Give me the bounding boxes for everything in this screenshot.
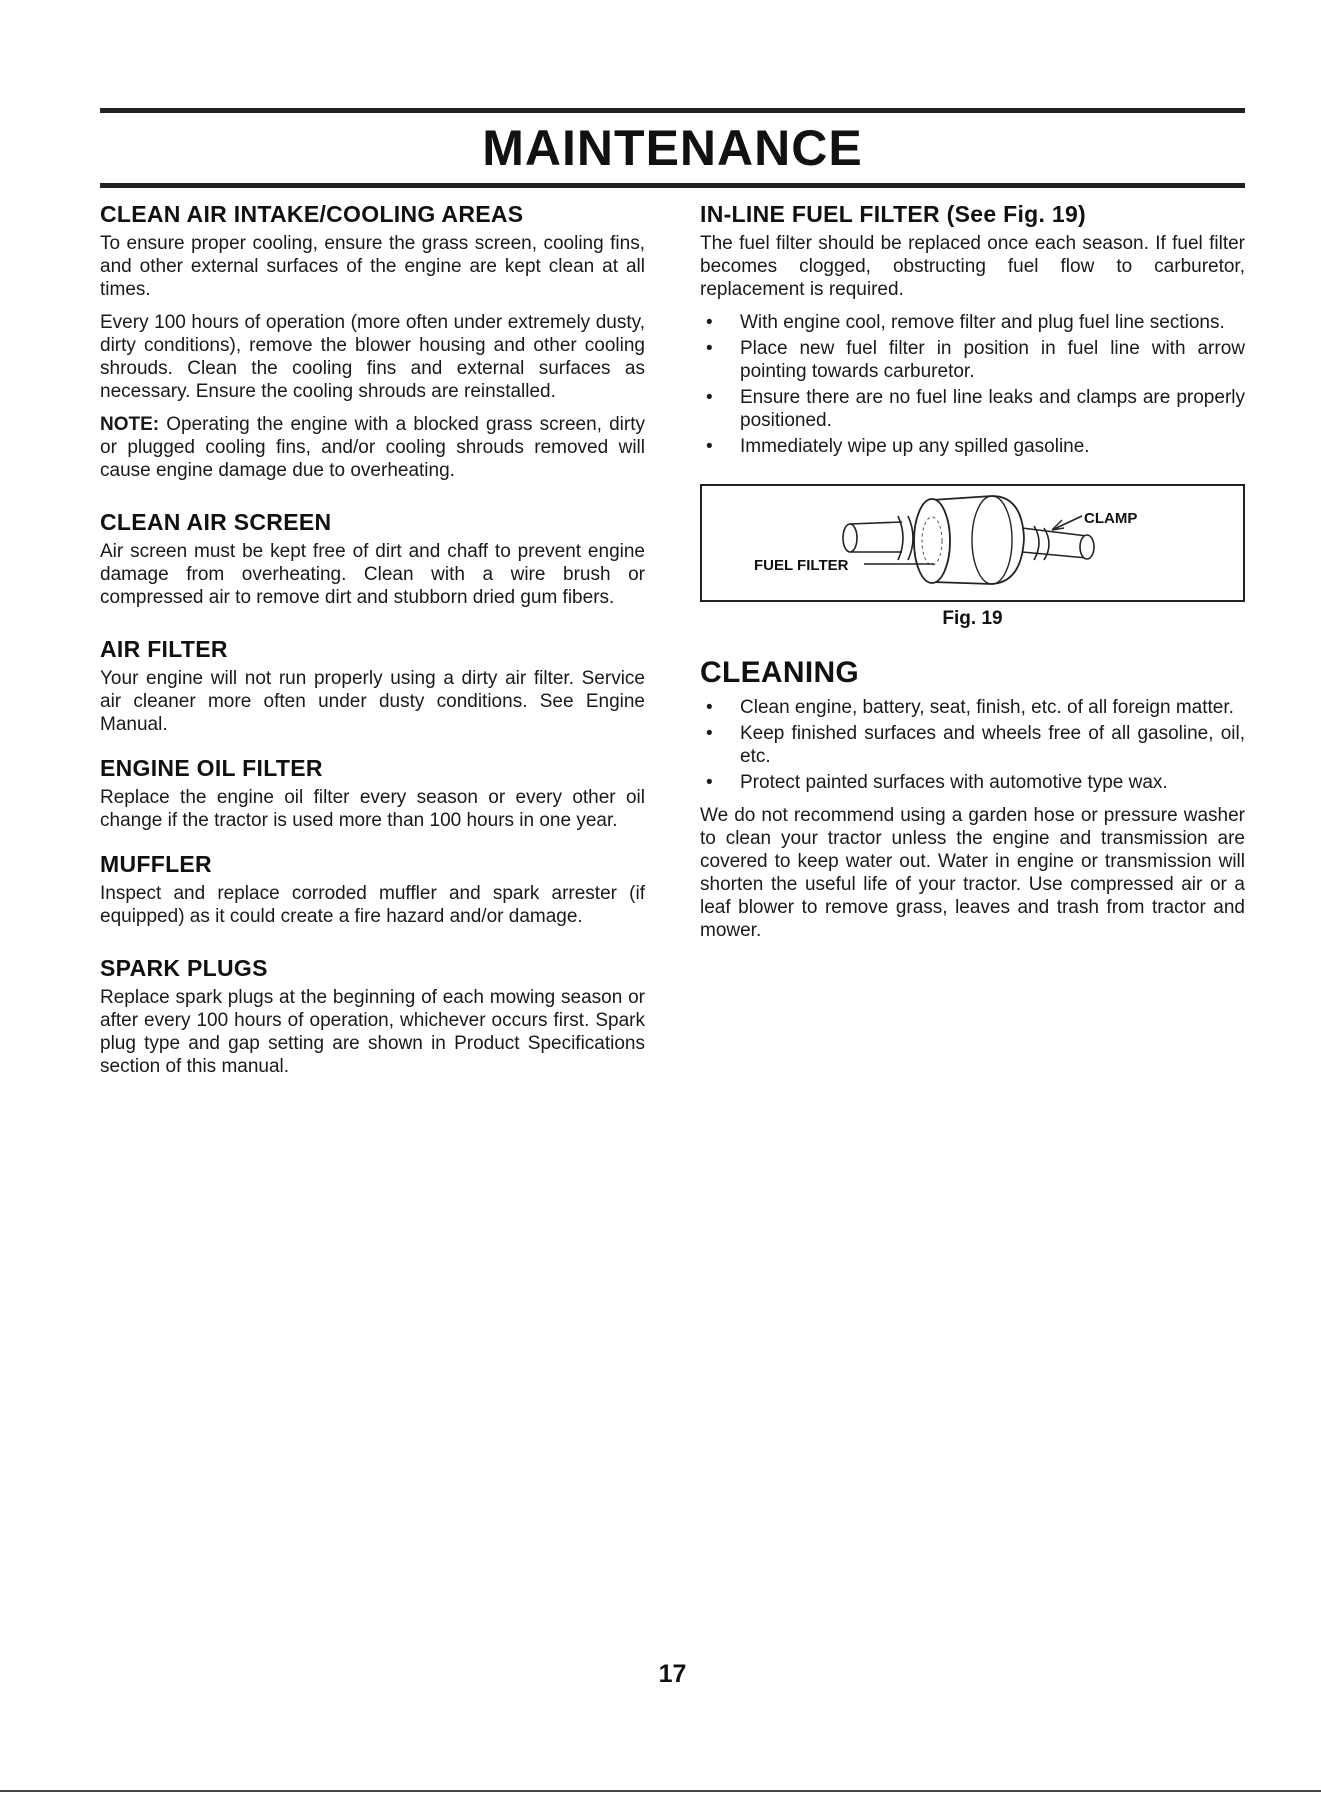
list-item <box>700 771 1245 794</box>
bullet-glyph: • <box>706 697 713 718</box>
bullet-glyph: • <box>706 723 713 744</box>
section-heading: MUFFLER <box>100 851 212 877</box>
list-item-text: With engine cool, remove filter and plug fuel line sections. <box>740 312 1225 333</box>
page-bottom-edge <box>0 1790 1321 1792</box>
fuel-filter-figure <box>700 484 1245 602</box>
list-item-text: Place new fuel filter in position in fuel line with arrow pointing towards carburetor. <box>740 338 1245 382</box>
list-item <box>700 722 1245 768</box>
bullet-list <box>700 311 1245 458</box>
section-air-filter <box>100 635 645 736</box>
paragraph: To ensure proper cooling, ensure the grass screen, cooling fins, and other external surfaces of the engine are kept clean at all times. <box>100 233 645 300</box>
right-column <box>700 200 1245 968</box>
list-item <box>700 696 1245 719</box>
clamp-label: CLAMP <box>1084 510 1138 527</box>
paragraph: The fuel filter should be replaced once each season. If fuel filter becomes clogged, obstructing fuel flow to carburetor, replacement is required. <box>700 233 1245 300</box>
section-heading: IN-LINE FUEL FILTER (See Fig. 19) <box>700 201 1087 227</box>
bullet-glyph: • <box>706 436 713 457</box>
header-rule-top <box>100 108 1245 113</box>
list-item-text: Clean engine, battery, seat, finish, etc. of all foreign matter. <box>740 697 1234 718</box>
section-heading: ENGINE OIL FILTER <box>100 755 323 781</box>
list-item <box>700 435 1245 458</box>
section-heading: CLEAN AIR SCREEN <box>100 509 332 535</box>
section-clean-air-screen <box>100 508 645 609</box>
paragraph: Your engine will not run properly using a dirty air filter. Service air cleaner more often under dusty conditions. See Engine Manual. <box>100 668 645 735</box>
paragraph: Air screen must be kept free of dirt and chaff to prevent engine damage from overheating. Clean with a wire brush or compressed air to remove dirt and stubborn dried gum fibers. <box>100 541 645 608</box>
section-muffler <box>100 850 645 928</box>
note-text: Operating the engine with a blocked grass screen, dirty or plugged cooling fins, and/or cooling shrouds removed will cause engine damage due to overheating. <box>100 414 645 481</box>
list-item-text: Keep finished surfaces and wheels free of all gasoline, oil, etc. <box>740 723 1245 767</box>
bullet-glyph: • <box>706 312 713 333</box>
fuel-filter-illustration <box>702 486 1247 604</box>
list-item-text: Ensure there are no fuel line leaks and clamps are properly positioned. <box>740 387 1245 431</box>
bullet-list <box>700 696 1245 794</box>
header-rule-bottom <box>100 183 1245 188</box>
list-item <box>700 337 1245 383</box>
list-item-text: Protect painted surfaces with automotive type wax. <box>740 772 1168 793</box>
figure-caption: Fig. 19 <box>942 608 1003 629</box>
paragraph: We do not recommend using a garden hose or pressure washer to clean your tractor unless the engine and transmission are covered to keep water out. Water in engine or transmission will shorten the useful life of your tractor. Use compressed air or a leaf blower to remove grass, leaves and trash from tractor and mower. <box>700 805 1245 941</box>
page-number: 17 <box>658 1660 687 1688</box>
paragraph: Inspect and replace corroded muffler and spark arrester (if equipped) as it could create a fire hazard and/or damage. <box>100 883 645 927</box>
section-clean-air-intake <box>100 200 645 482</box>
section-cleaning <box>700 656 1245 942</box>
section-heading: SPARK PLUGS <box>100 955 268 981</box>
list-item <box>700 311 1245 334</box>
fuel-filter-label: FUEL FILTER <box>754 557 849 574</box>
bullet-glyph: • <box>706 338 713 359</box>
section-spark-plugs <box>100 954 645 1078</box>
section-engine-oil-filter <box>100 754 645 832</box>
list-item-text: Immediately wipe up any spilled gasoline. <box>740 436 1090 457</box>
bullet-glyph: • <box>706 772 713 793</box>
page-title: MAINTENANCE <box>482 120 863 176</box>
list-item <box>700 386 1245 432</box>
note-paragraph <box>100 413 645 482</box>
bullet-glyph: • <box>706 387 713 408</box>
section-heading: CLEAN AIR INTAKE/COOLING AREAS <box>100 201 524 227</box>
paragraph: Every 100 hours of operation (more often under extremely dusty, dirty conditions), remove the blower housing and other cooling shrouds. Clean the cooling fins and external surfaces as necessary. Ensure the cooling shrouds are reinstalled. <box>100 312 645 402</box>
section-heading: AIR FILTER <box>100 636 228 662</box>
left-column <box>100 200 645 1104</box>
paragraph: Replace spark plugs at the beginning of each mowing season or after every 100 hours of operation, whichever occurs first. Spark plug type and gap setting are shown in Product Specifications section of this manual. <box>100 987 645 1077</box>
paragraph: Replace the engine oil filter every season or every other oil change if the tractor is used more than 100 hours in one year. <box>100 787 645 831</box>
section-fuel-filter <box>700 200 1245 630</box>
note-label: NOTE: <box>100 414 160 435</box>
section-heading: CLEANING <box>700 656 860 689</box>
